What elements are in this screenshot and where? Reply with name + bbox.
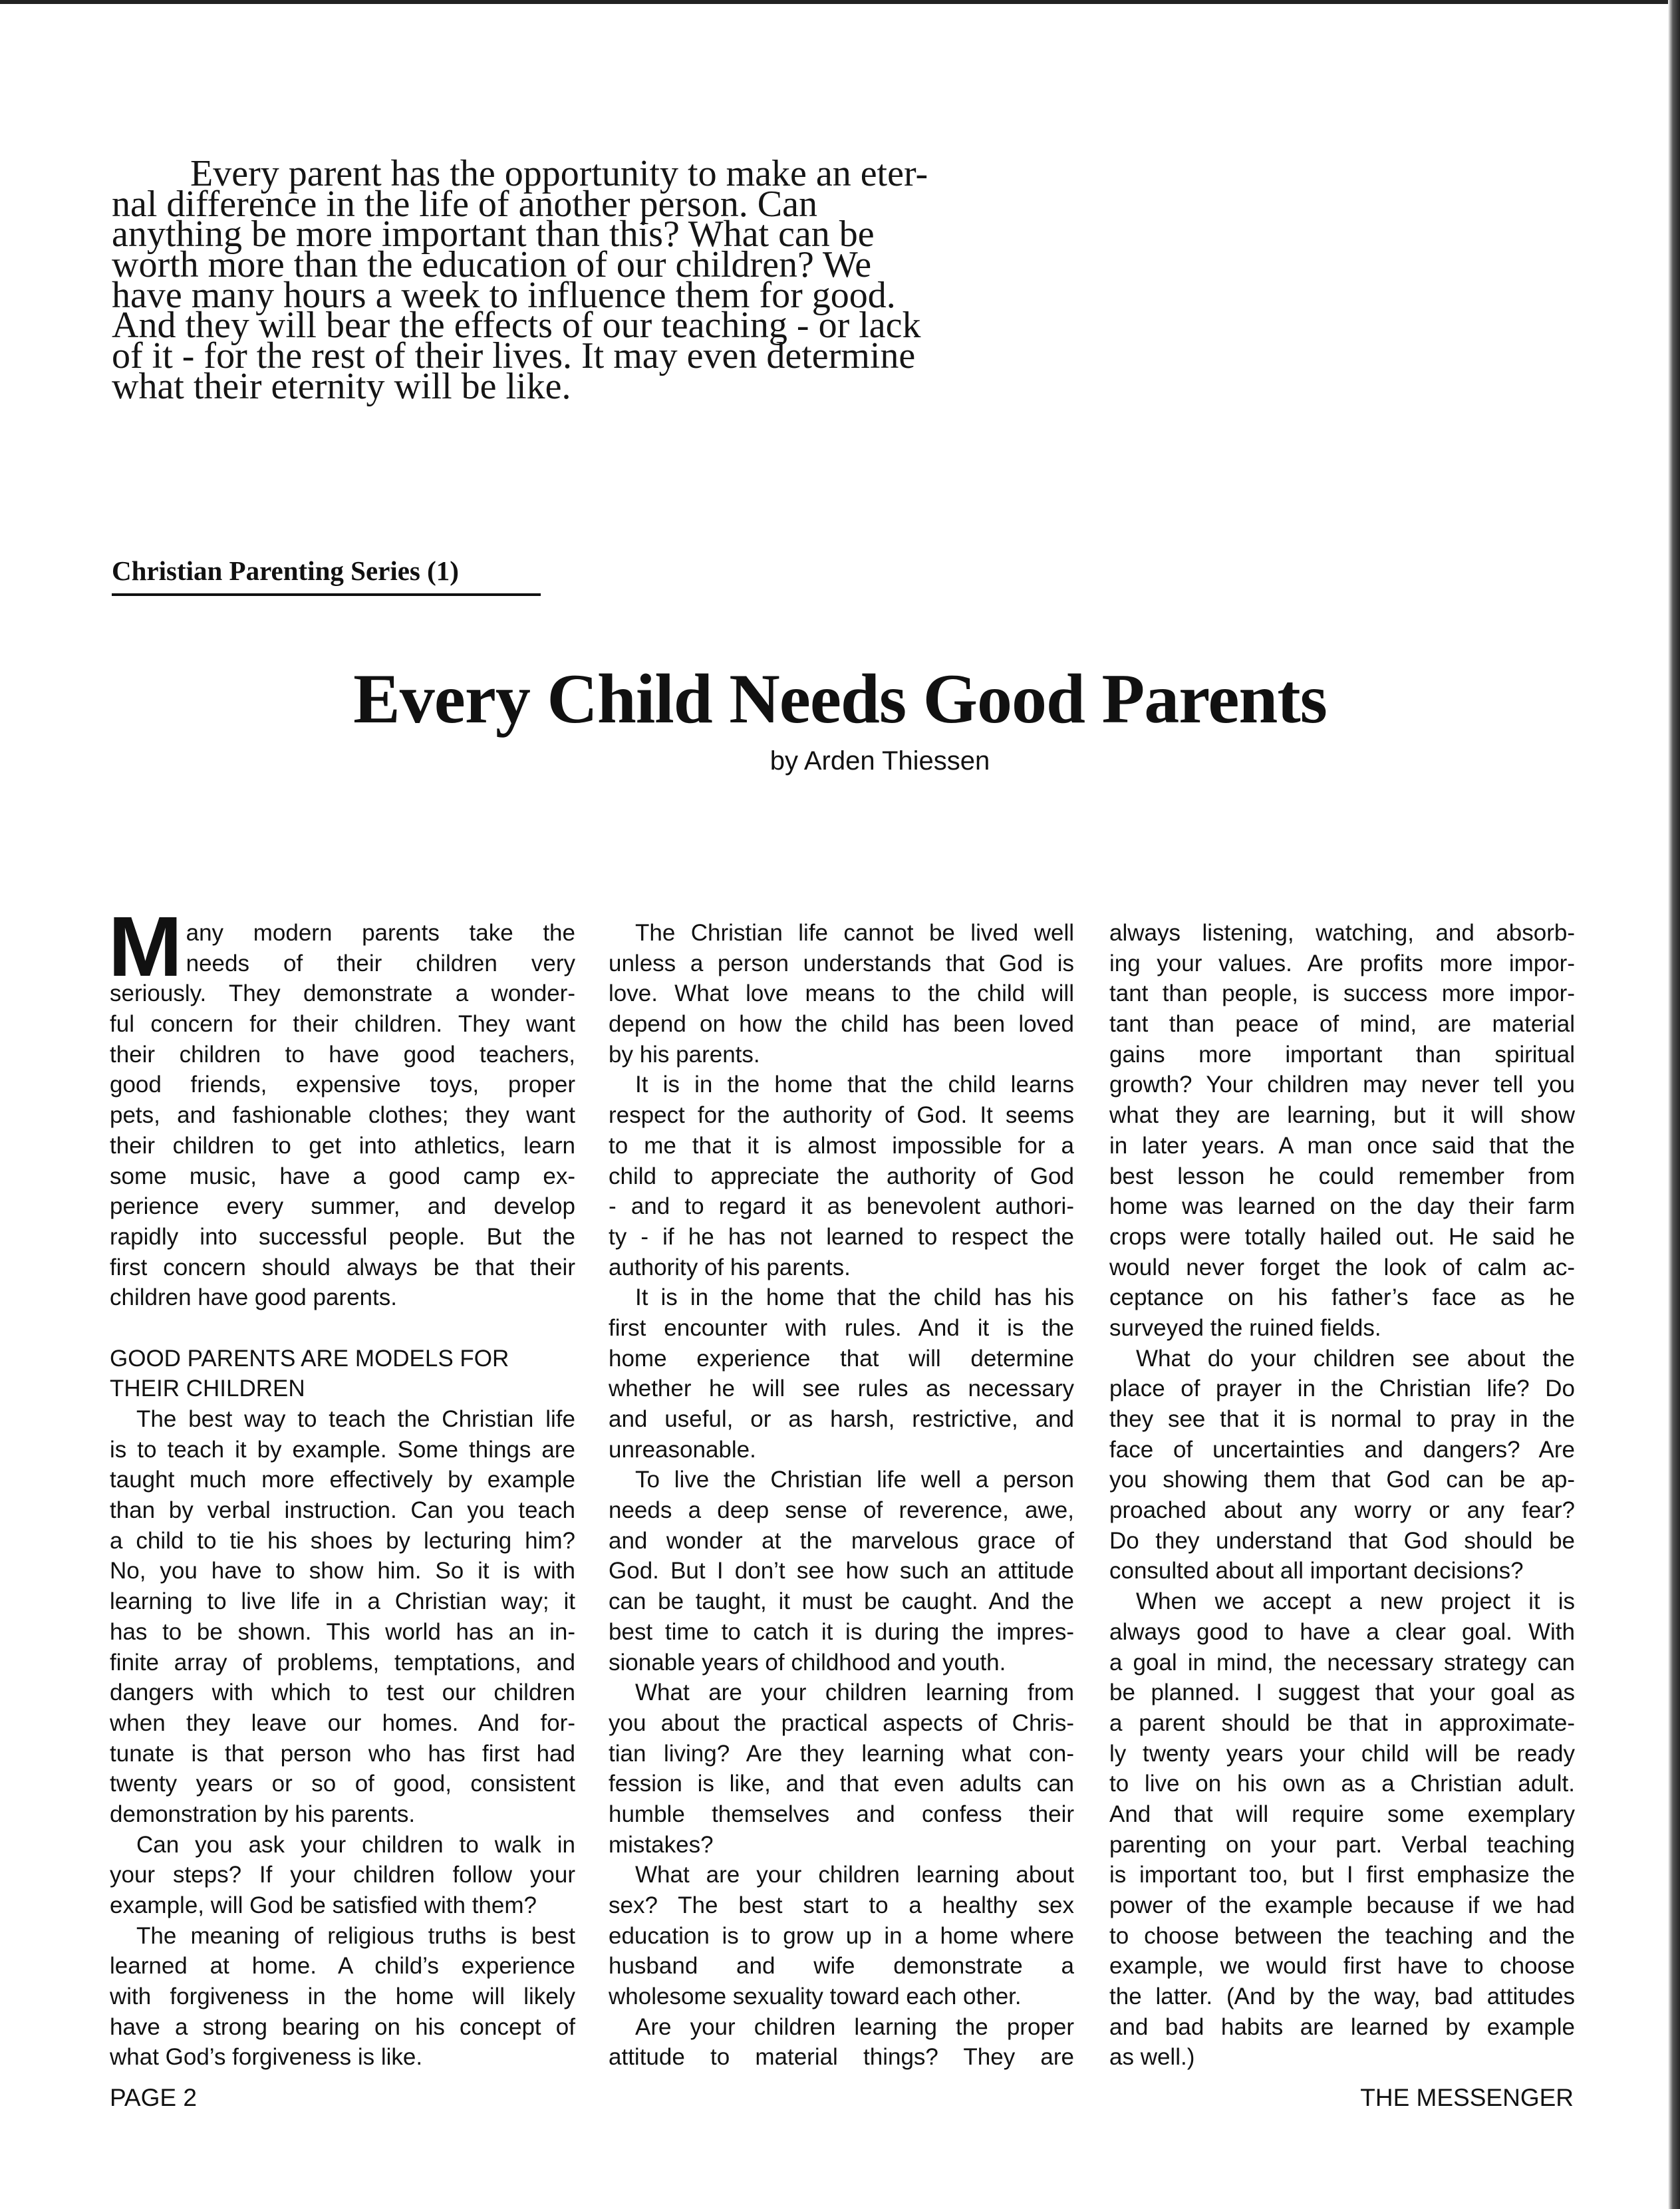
text-line: - and to regard it as benevolent authori- [609,1193,1074,1220]
text-line: a goal in mind, the necessary strategy can [1109,1649,1575,1676]
text-line: unreasonable. [609,1436,756,1463]
text-line: love. What love means to the child will [609,980,1074,1007]
text-line: is to teach it by example. Some things are [110,1436,575,1463]
text-line: in later years. A man once said that the [1109,1132,1575,1159]
publication-name: THE MESSENGER [1360,2084,1574,2111]
page-number: PAGE 2 [110,2084,197,2111]
text-line: a parent should be that in approximate- [1109,1709,1575,1736]
paragraph [609,1678,1074,1860]
text-line: what they are learning, but it will show [1109,1102,1575,1129]
text-line: humble themselves and confess their [609,1801,1074,1827]
paragraph [609,1070,1074,1282]
text-line: The best way to teach the Christian life [136,1406,575,1432]
text-line: is important too, but I first emphasize the [1109,1862,1575,1888]
intro-line: Every parent has the opportunity to make an eter- [190,153,928,194]
text-line: authority of his parents. [609,1254,851,1280]
text-line: have a strong bearing on his concept of [110,2013,575,2040]
text-line: seriously. They demonstrate a wonder- [110,980,575,1007]
text-line: twenty years or so of good, consistent [110,1771,575,1797]
text-line: What are your children learning from [635,1680,1074,1706]
text-line: with forgiveness in the home will likely [110,1984,575,2010]
text-line: face of uncertainties and dangers? Are [1109,1436,1575,1463]
text-line: learning to live life in a Christian way; it [110,1588,575,1615]
text-line: Do they understand that God should be [1109,1527,1575,1554]
text-line: by his parents. [609,1041,760,1068]
text-line: and useful, or as harsh, restrictive, and [609,1406,1074,1432]
text-line: sex? The best start to a healthy sex [609,1892,1074,1918]
text-line: their children to have good teachers, [110,1041,575,1068]
article-column-3 [1109,918,1575,2073]
paragraph [609,2012,1074,2073]
drop-cap: M [108,899,180,994]
text-line: demonstration by his parents. [110,1801,416,1827]
text-line: home was learned on the day their farm [1109,1193,1575,1220]
text-line: Are your children learning the proper [635,2013,1074,2040]
text-line: THEIR CHILDREN [110,1376,305,1402]
paragraph [609,1282,1074,1465]
text-line: first encounter with rules. And it is the [609,1314,1074,1341]
paragraph [110,1921,575,2073]
text-line: and wonder at the marvelous grace of [609,1527,1074,1554]
text-line: What are your children learning about [635,1862,1074,1888]
text-line: When we accept a new project it is [1136,1588,1575,1615]
paragraph [1109,1344,1575,1587]
text-line: ly twenty years your child will be ready [1109,1740,1575,1767]
text-line: sionable years of childhood and youth. [609,1649,1006,1676]
text-line: some music, have a good camp ex- [110,1163,575,1189]
text-line: To live the Christian life well a person [635,1467,1074,1493]
text-line: best time to catch it is during the impres- [609,1618,1074,1645]
text-line: their children to get into athletics, learn [110,1132,575,1159]
text-line: home experience that will determine [609,1345,1074,1372]
paragraph [108,899,575,1313]
series-label: Christian Parenting Series (1) [112,555,541,596]
intro-line: of it - for the rest of their lives. It may even determine [112,335,916,377]
intro-line: have many hours a week to influence them for good. [112,274,896,316]
byline: by Arden Thiessen [770,746,990,776]
text-line: a child to tie his shoes by lecturing him? [110,1527,575,1554]
intro-line: anything be more important than this? What can be [112,214,875,255]
text-line: perience every summer, and develop [110,1193,575,1220]
text-line: would never forget the look of calm ac- [1109,1254,1575,1280]
text-line: first concern should always be that their [110,1254,575,1280]
text-line: place of prayer in the Christian life? Do [1109,1376,1575,1402]
text-line: The Christian life cannot be lived well [635,920,1074,946]
text-line: tant than people, is success more impor- [1109,980,1575,1007]
text-line: be planned. I suggest that your goal as [1109,1680,1575,1706]
text-line: ing your values. Are profits more impor- [1109,950,1575,976]
text-line: taught much more effectively by example [110,1467,575,1493]
text-line: gains more important than spiritual [1109,1041,1575,1068]
text-line: surveyed the ruined fields. [1109,1314,1381,1341]
paragraph [110,1404,575,1830]
text-line: tant than peace of mind, are material [1109,1011,1575,1038]
text-line: GOOD PARENTS ARE MODELS FOR [110,1345,509,1372]
paragraph [609,918,1074,1070]
intro-paragraph [112,152,1069,407]
text-line: any modern parents take the [186,920,575,946]
text-line: learned at home. A child’s experience [110,1953,575,1980]
text-line: tunate is that person who has first had [110,1740,575,1767]
text-line: proached about any worry or any fear? [1109,1497,1575,1524]
text-line: and bad habits are learned by example [1109,2013,1575,2040]
text-line: needs a deep sense of reverence, awe, [609,1497,1074,1524]
text-line: what God’s forgiveness is like. [110,2044,423,2071]
text-line: What do your children see about the [1136,1345,1575,1372]
article-column-2 [609,918,1074,2073]
text-line: than by verbal instruction. Can you teach [110,1497,575,1524]
text-line: whether he will see rules as necessary [609,1376,1074,1402]
intro-line: worth more than the education of our children? We [112,244,872,286]
article-column-1 [108,899,575,2073]
scan-top-edge [0,0,1680,4]
text-line: example, will God be satisfied with them? [110,1892,537,1918]
text-line: depend on how the child has been loved [609,1011,1074,1038]
text-line: example, we would first have to choose [1109,1953,1575,1980]
text-line: ty - if he has not learned to respect the [609,1223,1074,1250]
text-line: fession is like, and that even adults can [609,1771,1074,1797]
text-line: needs of their children very [186,950,575,976]
text-line: always good to have a clear goal. With [1109,1618,1575,1645]
text-line: ful concern for their children. They want [110,1011,575,1038]
text-line: finite array of problems, temptations, and [110,1649,575,1676]
text-line: they see that it is normal to pray in the [1109,1406,1575,1432]
text-line: unless a person understands that God is [609,950,1074,976]
text-line: your steps? If your children follow your [110,1862,575,1888]
text-line: power of the example because if we had [1109,1892,1575,1918]
text-line: Can you ask your children to walk in [136,1831,575,1858]
text-line: parenting on your part. Verbal teaching [1109,1831,1575,1858]
text-line: It is in the home that the child has his [635,1284,1074,1311]
text-line: the latter. (And by the way, bad attitudes [1109,1984,1575,2010]
text-line: No, you have to show him. So it is with [110,1558,575,1584]
text-line: can be taught, it must be caught. And the [609,1588,1074,1615]
text-line: ceptance on his father’s face as he [1109,1284,1575,1311]
text-line: when they leave our homes. And for- [110,1709,575,1736]
text-line: always listening, watching, and absorb- [1109,920,1575,946]
article-title: Every Child Needs Good Parents [353,660,1327,738]
text-line: growth? Your children may never tell you [1109,1072,1575,1098]
text-line: It is in the home that the child learns [635,1072,1074,1098]
text-line: to live on his own as a Christian adult. [1109,1771,1575,1797]
text-line: pets, and fashionable clothes; they want [110,1102,575,1129]
text-line: wholesome sexuality toward each other. [609,1984,1022,2010]
text-line: to choose between the teaching and the [1109,1922,1575,1949]
text-line: rapidly into successful people. But the [110,1223,575,1250]
intro-line: nal difference in the life of another person. Can [112,183,817,225]
text-line: crops were totally hailed out. He said he [1109,1223,1575,1250]
paragraph [1109,918,1575,1344]
text-line: you showing them that God can be ap- [1109,1467,1575,1493]
paragraph-spacer [110,1313,575,1344]
text-line: And that will require some exemplary [1109,1801,1575,1827]
text-line: has to be shown. This world has an in- [110,1618,575,1645]
text-line: good friends, expensive toys, proper [110,1072,575,1098]
text-line: husband and wife demonstrate a [609,1953,1074,1980]
text-line: best lesson he could remember from [1109,1163,1575,1189]
text-line: consulted about all important decisions? [1109,1558,1524,1584]
text-line: you about the practical aspects of Chris- [609,1709,1074,1736]
text-line: children have good parents. [110,1284,397,1311]
text-line: respect for the authority of God. It seems [609,1102,1074,1129]
text-line: The meaning of religious truths is best [136,1922,575,1949]
text-line: God. But I don’t see how such an attitude [609,1558,1074,1584]
paragraph [609,1465,1074,1678]
text-line: to me that it is almost impossible for a [609,1132,1074,1159]
text-line: attitude to material things? They are [609,2044,1074,2071]
text-line: mistakes? [609,1831,714,1858]
paragraph [1109,1586,1575,2073]
scan-right-edge [1668,0,1680,2209]
section-heading [110,1344,575,1404]
paragraph [110,1830,575,1921]
text-line: education is to grow up in a home where [609,1922,1074,1949]
intro-line: what their eternity will be like. [112,365,571,407]
text-line: as well.) [1109,2044,1195,2071]
intro-line: And they will bear the effects of our teaching - or lack [112,305,921,347]
text-line: tian living? Are they learning what con- [609,1740,1074,1767]
paragraph [609,1860,1074,2011]
text-line: dangers with which to test our children [110,1680,575,1706]
text-line: child to appreciate the authority of God [609,1163,1074,1189]
